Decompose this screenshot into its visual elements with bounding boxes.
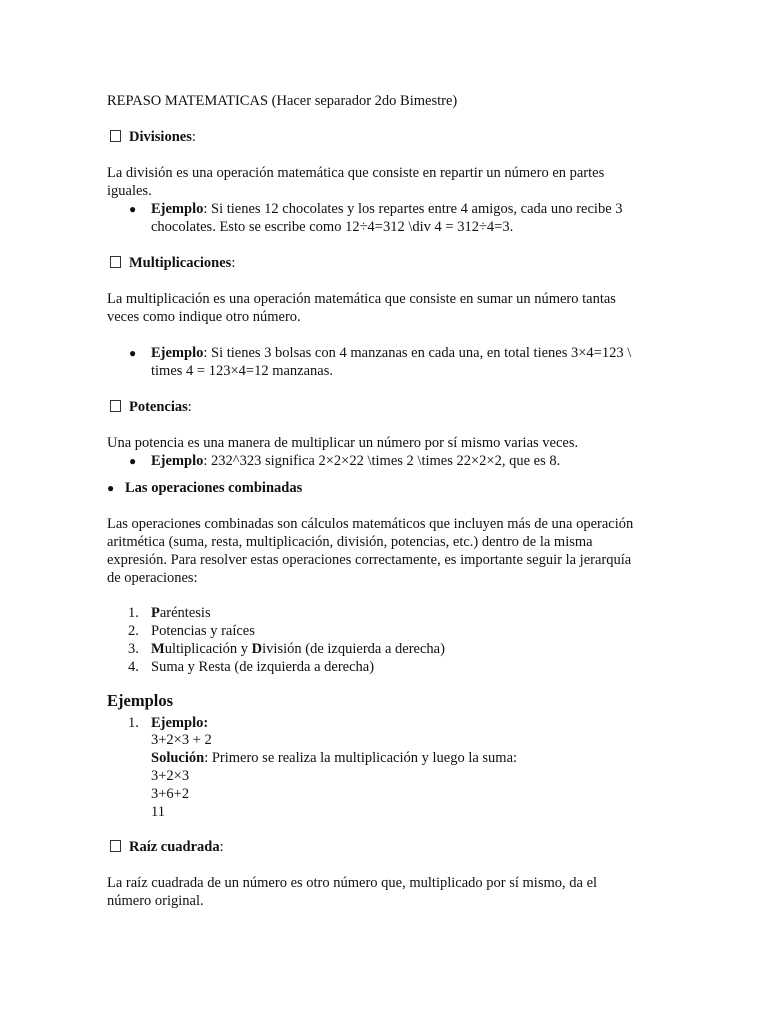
list-item [151,658,671,676]
potencias-text-line1: Una potencia es una manera de multiplicar un número por sí mismo varias veces. [107,435,579,451]
square-box-icon [110,130,121,142]
multiplicaciones-heading [110,254,670,272]
list-item-text: aréntesis [159,605,211,621]
potencias-colon: : [187,399,192,415]
multiplicaciones-text-line2: veces como indique otro número. [107,309,301,325]
potencias-heading [110,398,670,416]
example-label: Ejemplo [151,345,204,361]
square-box-icon [110,840,121,852]
ejemplos-heading: Ejemplos [107,691,173,710]
list-item-bold: D [251,641,263,657]
divisiones-heading-text: Divisiones [129,129,192,145]
combinadas-heading-text: Las operaciones combinadas [125,480,303,496]
divisiones-text-line2: iguales. [107,183,152,199]
combinadas-text-line1: Las operaciones combinadas son cálculos matemáticos que incluyen más de una operación [107,516,634,532]
raiz-heading [110,838,670,856]
divisiones-colon: : [191,129,196,145]
potencias-heading-text: Potencias [129,399,188,415]
solucion-line [151,749,671,767]
square-box-icon [110,400,121,412]
example-text: : 232^323 significa 2×2×22 \times 2 \times 22×2×2, que es 8. [203,453,561,469]
list-item-text: ivisión (de izquierda a derecha) [262,641,445,657]
list-item-text: Suma y Resta (de izquierda a derecha) [151,659,375,675]
ejemplo-label-text: Ejemplo: [151,715,209,731]
ejemplo-expression: 3+2×3 + 2 [151,732,212,748]
bullet-dot-icon: ● [107,481,115,495]
raiz-heading-text: Raíz cuadrada [129,839,220,855]
list-number: 3. [128,641,139,657]
list-number: 2. [128,623,139,639]
multiplicaciones-example-line2: times 4 = 123×4=12 manzanas. [151,363,333,379]
example-label: Ejemplo [151,453,204,469]
list-item-bold: M [151,641,165,657]
solution-step: 3+2×3 [151,768,190,784]
example-label: Ejemplo [151,201,204,217]
multiplicaciones-heading-text: Multiplicaciones [129,255,232,271]
solution-step: 11 [151,804,165,820]
raiz-text-line1: La raíz cuadrada de un número es otro número que, multiplicado por sí mismo, da el [107,875,598,891]
raiz-text-line2: número original. [107,893,204,909]
multiplicaciones-colon: : [231,255,236,271]
multiplicaciones-text-line1: La multiplicación es una operación matemática que consiste en sumar un número tantas [107,291,616,307]
list-item [151,640,671,658]
multiplicaciones-example-line1 [151,344,671,362]
list-number: 1. [128,715,139,731]
bullet-dot-icon: ● [129,454,137,468]
bullet-dot-icon: ● [129,346,137,360]
divisiones-example-line1 [151,200,671,218]
list-item-text: ultiplicación y [164,641,252,657]
list-number: 4. [128,659,139,675]
combinadas-heading [125,479,685,497]
example-text: : Si tienes 3 bolsas con 4 manzanas en cada una, en total tienes 3×4=123 \ [203,345,632,361]
solucion-label: Solución [151,750,205,766]
square-box-icon [110,256,121,268]
list-item [151,604,671,622]
combinadas-text-line4: de operaciones: [107,570,198,586]
list-item [151,622,671,640]
document-title: REPASO MATEMATICAS (Hacer separador 2do Bimestre) [107,93,458,109]
combinadas-text-line2: aritmética (suma, resta, multiplicación, división, potencias, etc.) dentro de la misma [107,534,593,550]
list-item-text: Potencias y raíces [151,623,255,639]
divisiones-text-line1: La división es una operación matemática que consiste en repartir un número en partes [107,165,605,181]
divisiones-example-line2: chocolates. Esto se escribe como 12÷4=312 \div 4 = 312÷4=3. [151,219,514,235]
list-number: 1. [128,605,139,621]
combinadas-text-line3: expresión. Para resolver estas operaciones correctamente, es importante seguir la jerarquía [107,552,632,568]
bullet-dot-icon: ● [129,202,137,216]
ejemplo-label [151,714,671,732]
divisiones-heading [110,128,670,146]
solution-step: 3+6+2 [151,786,190,802]
example-text: : Si tienes 12 chocolates y los repartes entre 4 amigos, cada uno recibe 3 [203,201,623,217]
solucion-text: : Primero se realiza la multiplicación y luego la suma: [204,750,518,766]
list-item-bold: P [151,605,160,621]
raiz-colon: : [219,839,224,855]
potencias-example-line1 [151,452,671,470]
